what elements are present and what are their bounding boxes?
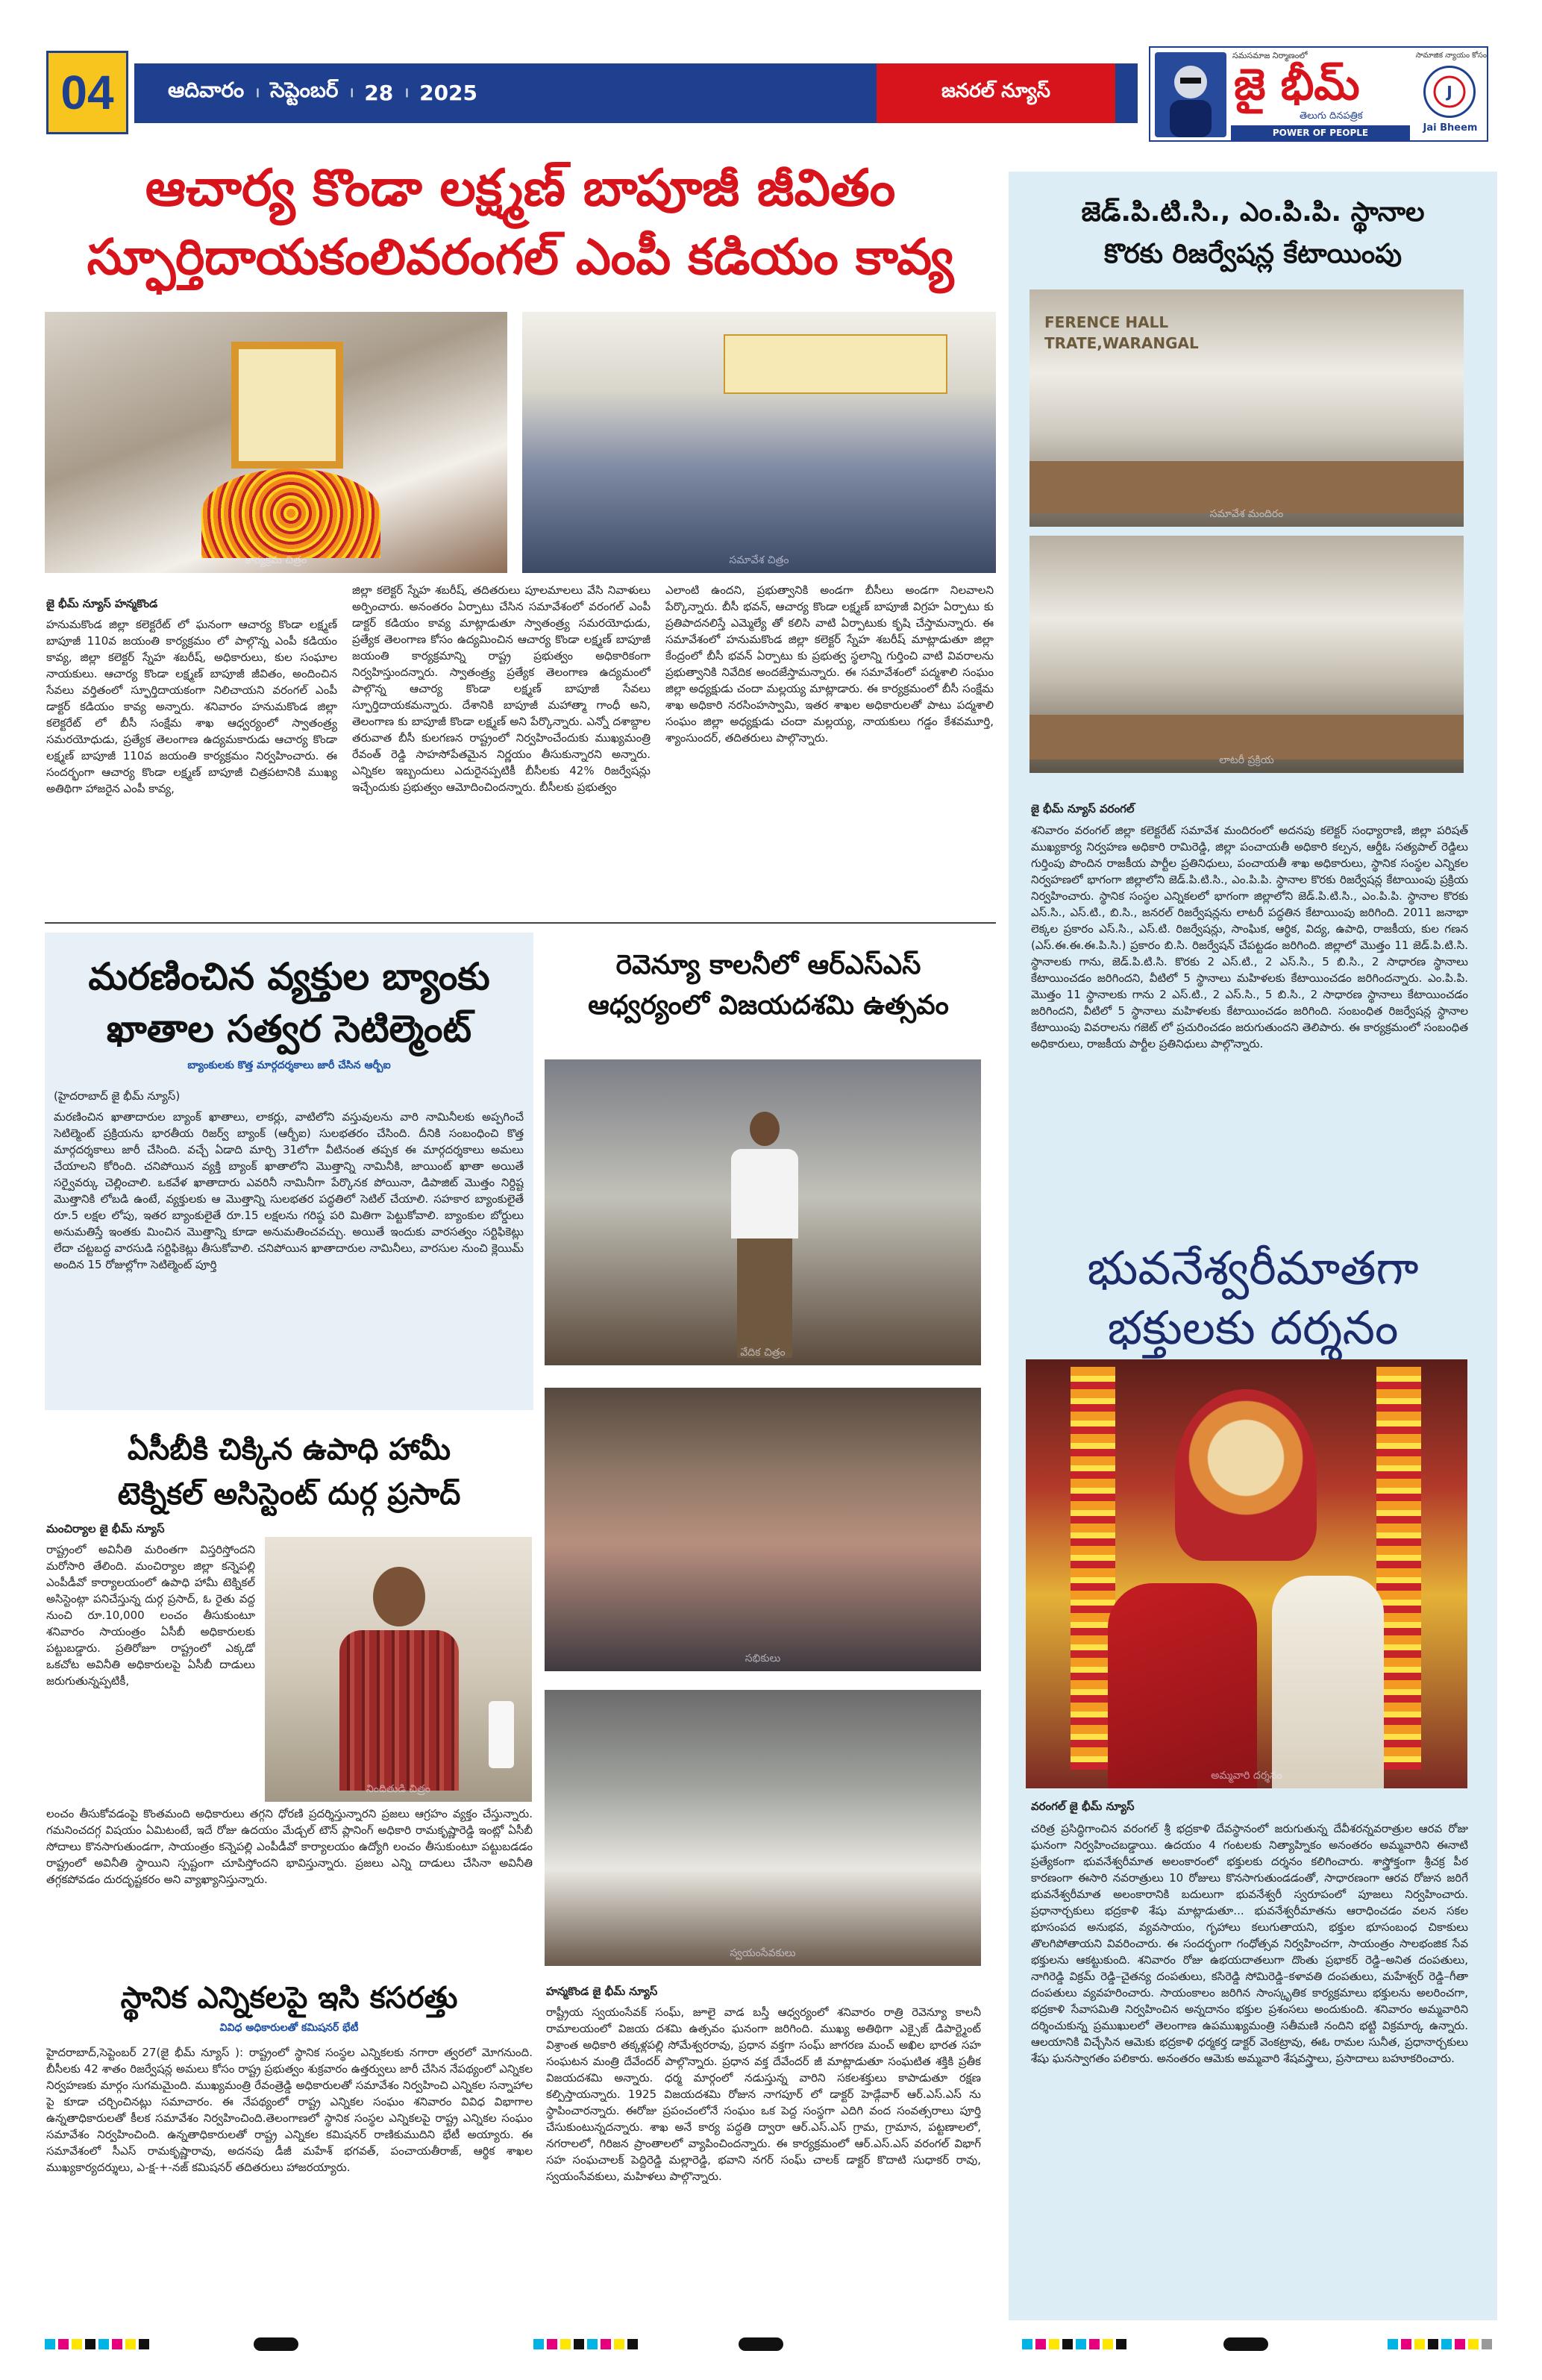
person-silhouette (339, 1567, 459, 1791)
story3-headline-line1: ఏసీబీకి చిక్కిన ఉపాధి హామీ (127, 1432, 451, 1467)
page-number: 04 (60, 66, 114, 119)
conference-table (1029, 461, 1464, 513)
story6-photo-hall (1029, 289, 1464, 527)
date-day: ఆదివారం (168, 78, 245, 102)
logo-title: జై భీమ్ (1234, 59, 1360, 110)
hall-sign: FERENCE HALL TRATE,WARANGAL (1044, 313, 1199, 352)
story5-photo-audience (545, 1388, 981, 1671)
story1-byline: జై భీమ్ న్యూస్ హన్మకొండ (46, 597, 158, 610)
story5-photo-volunteers (545, 1690, 981, 1966)
section-tab (877, 63, 1115, 123)
flower-garland (201, 469, 380, 558)
photo-caption-placeholder: సమావేశ చిత్రం (729, 554, 789, 566)
photo-caption-placeholder: లాటరీ ప్రక్రియ (1219, 754, 1274, 766)
story3-photo-accused (265, 1537, 532, 1802)
story1-col1 (46, 597, 337, 910)
story3-headline-line2: టెక్నికల్ అసిస్టెంట్ దుర్గ ప్రసాద్ (117, 1477, 461, 1512)
svg-text:J: J (1447, 83, 1452, 101)
story2-headline-line2: ఖాతాల సత్వర సెటిల్మెంట్ (106, 1007, 472, 1050)
story3-byline: మంచిర్యాల జై భీమ్ న్యూస్ (46, 1522, 165, 1535)
story5-text: రాష్ట్రీయ స్వయంసేవక్ సంఘ్, జూలై వాడ బస్తీ ఆధ్వర్యంలో శనివారం రాత్రి రెవెన్యూ కాలనీ రామాలయంలో విజయ దశమి ఉత్సవం ఘనంగా జరిగింది. ముఖ్య అతిథిగా ఎక్సైజ్ డిపార్ట్మెంట్ విశ్రాంత అధికారి తక్కళ్లపల్లి సోమేశ్వరరావు, ప్రధాన వక్తగా సంఘ్ జాగరణ మంచ్ అఖిల భారత సహ సంఘటన మంత్రి దేవేందర్ పాల్గొన్నారు. ప్రధాన వక్త దేవేందర్ జీ మాట్లాడుతూ సంఘటిత శక్తికి ప్రతీక విజయదశమి అన్నారు. ధర్మ మార్గంలో నడుస్తున్న వారిని సకలశక్తులు కాపాడుతూ రక్షణ కల్పిస్తాయన్నారు. 1925 విజయదశమి రోజున నాగపూర్ లో డాక్టర్ హెడ్గేవార్ ఆర్.ఎస్.ఎస్ ను స్థాపించారన్నారు. ఈరోజు ప్రపంచంలోనే సంఘం ఒక పెద్ద సంస్థగా ఎదిగి వంద సంవత్సరాలు పూర్తి చేసుకుంటున్నదన్నారు. శాఖ అనే కార్య పద్ధతి ద్వారా ఆర్.ఎస్.ఎస్ గ్రామ, గ్రామాన, పట్టణాలలో, నగరాలలో, గిరిజన ప్రాంతాలలో వ్యాపించిందన్నారు. ఈ కార్యక్రమంలో ఆర్.ఎస్.ఎస్ వరంగల్ విభాగ్ సహ సంఘచాలక్ పెద్దిరెడ్డి మల్లారెడ్డి, భవాని నగర్ సంఘ్ చాలక్ డాక్టర్ కొదాటి సుధాకర్ రావు, స్వయంసేవకులు, మహిళలు పాల్గొన్నారు. (546, 2005, 981, 2183)
logo-right-tag: సామాజిక న్యాయం కోసం (1415, 51, 1487, 60)
story1-headline-line1: ఆచార్య కొండా లక్ష్మణ్ బాపూజీ జీవితం (145, 159, 896, 218)
photo-caption-placeholder: అమ్మవారి దర్శనం (1211, 1770, 1282, 1782)
story6-byline: జై భీమ్ న్యూస్ వరంగల్ (1031, 802, 1135, 815)
story3-text-top: రాష్ట్రంలో అవినీతి మరింతగా విస్తరిస్తోందని మరోసారి తేలింది. మంచిర్యాల జిల్లా కన్నెపల్లి ఎంపీడీవో కార్యాలయంలో ఉపాధి హామీ టెక్నికల్ అసిస్టెంట్గా పనిచేస్తున్న దుర్గ ప్రసాద్, ఓ రైతు వద్ద నుంచి రూ.10,000 లంచం తీసుకుంటూ శనివారం సాయంత్రం ఏసీబీ అధికారులకు పట్టుబడ్డారు. ప్రతిరోజూ రాష్ట్రంలో ఎక్కడో ఒకచోట అవినీతి అధికారులపై ఏసీబీ దాడులు జరుగుతున్నప్పటికీ, (46, 1543, 255, 1688)
story2-subhead: బ్యాంకులకు కొత్త మార్గదర్శకాలు జారీ చేసిన ఆర్బీఐ (187, 1059, 391, 1071)
story4-text: హైదరాబాద్,సెప్టెంబర్ 27(జై భీమ్ న్యూస్ ): రాష్ట్రంలో స్థానిక సంస్థల ఎన్నికలకు నగారా త్వరలో మోగనుంది. బీసీలకు 42 శాతం రిజర్వేషన్ల అమలు కోసం రాష్ట్ర ప్రభుత్వం శుక్రవారం ఉత్తర్వులు జారీ చేసిన నేపథ్యంలో ఎన్నికల నిర్వహణకు మార్గం సుగమమైంది. ముఖ్యమంత్రి రేవంత్రెడ్డి అధికారులతో సమావేశం నిర్వహించి ఎన్నికల సన్నాహాల పై కూడా చర్చించినట్లు సమాచారం. ఈ నేపథ్యంలో రాష్ట్ర ఎన్నికల సంఘం శనివారం వివిధ విభాగాల ఉన్నతాధికారులతో కీలక సమావేశం నిర్వహించింది.తెలంగాణలో స్థానిక సంస్థల ఎన్నికలపై రాష్ట్ర ఎన్నికల సంఘం సమావేశం నిర్వహించింది. ఉన్నతాధికారులతో రాష్ట్ర ఎన్నికల కమిషనర్ రాణికుముదిని భేటీ అయ్యారు. ఈ సమావేశంలో సీఎస్ రామకృష్ణారావు, అదనపు డీజీ మహేశ్ భగవత్, పంచాయతీరాజ్, ఆర్థిక శాఖల ముఖ్యకార్యదర్శులు, ఎ-క్ష-+-నజ్ కమిషనర్ తదితరులు హాజరయ్యారు. (46, 2046, 533, 2174)
story3-text-bottom: లంచం తీసుకోవడంపై కొంతమంది అధికారులు తగ్గని ధోరణి ప్రదర్శిస్తున్నారని ప్రజలు ఆగ్రహం వ్యక్తం చేస్తున్నారు. గమనించదగ్గ విషయం ఏమిటంటే, ఇదే రోజు ఉదయం మేడ్చల్ టౌన్ ప్లానింగ్ అధికారి రామకృష్ణారెడ్డి ఇంట్లో ఏసీబీ సోదాలు కొనసాగుతుండగా, సాయంత్రం కన్నెపల్లి ఎంపీడీవో కార్యాలయం ఉద్యోగి లంచం తీసుకుంటూ పట్టుబడడం రాష్ట్రంలో అవినీతి స్థాయిని స్పష్టంగా చూపిస్తోందని భావిస్తున్నారు. ప్రజలు ఎన్ని దాడులు చేసినా అవినీతి తగ్గకపోవడం దురదృష్టకరం అని వ్యాఖ్యానిస్తున్నారు. (46, 1807, 533, 1886)
story5-headline-line2: ఆధ్వర్యంలో విజయదశమి ఉత్సవం (588, 990, 949, 1021)
story6-text: శనివారం వరంగల్ జిల్లా కలెక్టరేట్ సమావేశ మందిరంలో అదనపు కలెక్టర్ సంధ్యారాణి, జిల్లా పరిషత్ ముఖ్యకార్య నిర్వహణ అధికారి రామిరెడ్డి, జిల్లా పంచాయతీ అధికారి కల్పన, ఆర్డీఓ సత్యపాల్ రెడ్డిలు గుర్తింపు పొందిన రాజకీయ పార్టీల ప్రతినిధులు, పంచాయతీ శాఖ అధికారులు, స్థానిక సంస్థల ఎన్నికల నిర్వహణలో భాగంగా జిల్లాలోని జెడ్.పి.టి.సి., ఎం.పి.పి. స్థానాల కొరకు రిజర్వేషన్ల కేటాయింపు ప్రక్రియ నిర్వహించారు. స్థానిక సంస్థల ఎన్నికలలో భాగంగా జిల్లాలోని జెడ్.పి.టి.సి., ఎం.పి.పి. స్థానాల కొరకు ఎస్.సి., ఎస్.టి., బి.సి., జనరల్ రిజర్వేషన్లను లాటరీ పద్ధతిన కేటాయింపు జరిగింది. 2011 జనాభా లెక్కల ప్రకారం ఎస్.సి., ఎస్.టి. రిజర్వేషన్లు, సాంఘిక, ఆర్థిక, విద్య, ఉపాధి, రాజకీయ, కుల గణన (ఎస్.ఈ.ఈ.ఈ.పి.సి.) ప్రకారం బి.సి. రిజర్వేషన్ చేపట్టడం జరిగింది. జిల్లాలో మొత్తం 11 జెడ్.పి.టి.సి. స్థానాలకు గాను, జెడ్.పి.టి.సి. కొరకు 2 ఎస్.టి., 2 ఎస్.సి., 5 బి.సి., 2 సాధారణ స్థానాలు కేటాయించడం జరిగిందని, వీటిలో 5 స్థానాలు మహిళలకు కేటాయించడం జరిగిందన్నారు. ఎం.పి.పి. మొత్తం 11 స్థానాలకు గాను 2 ఎస్.టి., 2 ఎస్.సి., 5 బి.సి., 2 సాధారణ స్థానాలు కేటాయించడం జరిగిందని, వీటిలో 5 స్థానాలు మహిళలకు కేటాయించడం జరిగింది. సంబంధిత రిజర్వేషన్ల స్థానాల కేటాయింపు వివరాలను గజెట్ లో ప్రచురించడం జరుగుతుందని తెలిపారు. ఈ కార్యక్రమంలో సంబంధిత అధికారులు, రాజకీయ పార్టీల ప్రతినిధులు పాల్గొన్నారు. (1031, 824, 1468, 1050)
story5-byline: హన్మకొండ జై భీమ్ న్యూస్ (546, 1985, 658, 1998)
photo-caption-placeholder: స్వయంసేవకులు (730, 1947, 796, 1959)
registration-bar-far-right (1388, 2339, 1495, 2349)
divider (45, 922, 996, 924)
date-month: సెప్టెంబర్ (270, 78, 339, 102)
logo-sub: తెలుగు దినపత్రిక (1300, 110, 1363, 122)
page-number-box (46, 51, 128, 134)
registration-bar-right (1022, 2339, 1129, 2349)
devotee-saree (1108, 1583, 1257, 1788)
registration-dash (739, 2337, 783, 2354)
date-year: 2025 (419, 80, 478, 105)
portrait-frame (231, 342, 343, 469)
ambedkar-portrait-icon (1155, 52, 1226, 137)
story7-headline-line1: భువనేశ్వరీమాతగా (1087, 1241, 1419, 1295)
deity-idol (1175, 1389, 1317, 1561)
story6-photo-lottery (1029, 536, 1464, 773)
registration-dash (1223, 2337, 1268, 2354)
registration-bar-mid (533, 2339, 641, 2349)
registration-dash (254, 2337, 298, 2354)
story4-headline: స్థానిక ఎన్నికలపై ఇసి కసరత్తు (120, 1981, 458, 2015)
story5-photo-stage (545, 1059, 981, 1365)
conference-table (1029, 715, 1464, 760)
bottle (489, 1701, 514, 1768)
logo-top-tag: సమసమాజ నిర్మాణంలో (1232, 51, 1308, 60)
date-num: 28 (364, 80, 394, 105)
jai-bheem-badge (1423, 66, 1476, 118)
section-label: జనరల్ న్యూస్ (941, 80, 1050, 102)
story1-col1-text: హనుమకొండ జిల్లా కలెక్టరేట్ లో ఘనంగా ఆచార్య కొండా లక్ష్మణ్ బాపూజీ 110వ జయంతి కార్యక్రమం లో పాల్గొన్న ఎంపీ కడియం కావ్య, జిల్లా కలెక్టర్ స్నేహ శబరీష్, అధికారులు, కుల సంఘాల నాయకులు. ఆచార్య కొండా లక్ష్మణ్ బాపూజీ జీవితం, అందించిన సేవలు వర్తితంలో స్ఫూర్తిదాయకంగా నిలిచాయని వరంగల్ ఎంపీ డాక్టర్ కడియం కావ్య అన్నారు. శనివారం హనుమకొండ జిల్లా కలెక్టరేట్ లో బీసీ సంక్షేమ శాఖ ఆధ్వర్యంలో స్వాతంత్ర్య సమరయోధుడు, ప్రత్యేక తెలంగాణ ఉద్యమకారుడు ఆచార్య కొండా లక్ష్మణ్ బాపూజీ 110వ జయంతి కార్యక్రమం నిర్వహించారు. ఈ సందర్భంగా ఆచార్య కొండా లక్ష్మణ్ బాపూజీ చిత్రపటానికి ముఖ్య అతిథిగా హాజరైన ఎంపీ కావ్య, (46, 618, 337, 795)
story4-subhead: వివిధ అధికారులతో కమిషనర్ భేటీ (219, 2022, 359, 2034)
logo-block (1149, 46, 1488, 142)
story1-photo-meeting (522, 312, 996, 573)
date-sep: । (404, 85, 410, 101)
story2-headline-line1: మరణించిన వ్యక్తుల బ్యాంకు (88, 955, 490, 998)
date-sep: । (254, 85, 260, 101)
priest (1272, 1576, 1384, 1788)
photo-caption-placeholder: కార్యక్రమ చిత్రం (245, 554, 307, 566)
speaker (731, 1112, 798, 1358)
story6-headline-line2: కొరకు రిజర్వేషన్ల కేటాయింపు (1103, 239, 1402, 269)
story2-text: మరణించిన ఖాతాదారుల బ్యాంక్ ఖాతాలు, లాకర్లు, వాటిలోని వస్తువులను వారి నామినీలకు అప్పగించే సెటిల్మెంట్ ప్రక్రియను భారతీయ రిజర్వ్ బ్యాంక్ (ఆర్బీఐ) సులభతరం చేసింది. దీనికి సంబంధించి కొత్త మార్గదర్శకాలు జారీ చేసింది. వచ్చే ఏడాది మార్చి 31లోగా వీటినంత తప్పక ఈ మార్గదర్శకాలు అమలు చేయాలని కోరింది. చనిపోయిన వ్యక్తి బ్యాంక్ ఖాతాలోని మొత్తాన్ని నామినీకి, జాయింట్ ఖాతా అయితే సర్వైవర్కు చెల్లించాలి. ఒకవేళ ఖాతాదారు ఎవరినీ నామినీగా పేర్కొనక పోయినా, డిపాజిట్ మొత్తం నిర్దిష్ట మొత్తానికి లోబడి ఉంటే, వ్యక్తులకు ఆ మొత్తాన్ని సులభతర పద్ధతిలో సెటిల్ చేయాలి. సహకార బ్యాంకులైతే రూ.5 లక్షల లోపు, ఇతర బ్యాంకులైతే రూ.15 లక్షలను గరిష్ఠ పరి మితిగా పెట్టుకోవాలి. బ్యాంకుల బోర్డులు అనుమతిస్తే ఇంతకు మించిన మొత్తాన్ని కూడా అనుమతించవచ్చు. అయితే ఇందుకు వారసత్వం సర్టిఫికెట్లు లేదా చట్టబద్ధ వారసుడి సర్టిఫికెట్లు తీసుకోవాలి. చనిపోయిన ఖాతాదారుల నామినీలు, వారసుల నుంచి క్లెయిమ్ అందిన 15 రోజుల్లోగా సెటిల్మెంట్ పూర్తి (54, 1110, 524, 1271)
story2-byline: (హైదరాబాద్ జై భీమ్ న్యూస్) (54, 1089, 181, 1103)
story1-photo-tribute (45, 312, 507, 573)
photo-caption-placeholder: సమావేశ మందిరం (1209, 508, 1284, 520)
photo-caption-placeholder: నిందితుడి చిత్రం (366, 1783, 431, 1795)
photo-caption-placeholder: వేదిక చిత్రం (740, 1347, 786, 1359)
logo-badge-text: Jai Bheem (1423, 122, 1478, 134)
registration-bar-left (45, 2339, 152, 2349)
story1-col3-text: ఎలాంటి ఉందని, ప్రభుత్వానికి అండగా బీసీలు అండగా నిలవాలని పేర్కొన్నారు. బీసీ భవన్, ఆచార్య కొండా లక్ష్మణ్ బాపూజీ విగ్రహ ఏర్పాటు కు ప్రతిపాదనలిస్తే ఎమ్మెల్యే తో కలిసి వాటి ఏర్పాటుకు కృషి చేస్తామన్నారు. ఈ సమావేశంలో హనుమకొండ జిల్లా కలెక్టర్ స్నేహ శబరీష్ మాట్లాడుతూ జిల్లా కేంద్రంలో బీసీ భవన్ ఏర్పాటు కు ప్రభుత్వ స్థలాన్ని గుర్తించి వాటి వివరాలను ప్రభుత్వానికి నివేదిక అందజేస్తామన్నారు. ఈ సమావేశంలో పద్మశాలి సంఘం జిల్లా అధ్యక్షుడు చందా మల్లయ్య మాట్లాడారు. ఈ కార్యక్రమంలో బీసీ సంక్షేమ శాఖ అధికారి నరసింహస్వామి, ఇతర శాఖల అధికారులతో పాటు పద్మశాలి సంఘం జిల్లా అధ్యక్షుడు చందా మల్లయ్య, నాయకులు గడ్డం కేశవమూర్తి, శ్యాంసుందర్, తదితరులు పాల్గొన్నారు. (665, 583, 994, 745)
story7-byline: వరంగల్ జై భీమ్ న్యూస్ (1031, 1800, 1135, 1813)
date-sep: । (348, 85, 354, 101)
story7-headline-line2: భక్తులకు దర్శనం (1107, 1300, 1399, 1355)
story1-headline-line2: స్ఫూర్తిదాయకంలివరంగల్ ఎంపీ కడియం కావ్య (87, 228, 954, 286)
story1-col2-text: జిల్లా కలెక్టర్ స్నేహ శబరీష్, తదితరులు పూలమాలలు వేసి నివాళులు అర్పించారు. అనంతరం ఏర్పాటు చేసిన సమావేశంలో వరంగల్ ఎంపీ డాక్టర్ కడియం కావ్య మాట్లాడుతూ స్వాతంత్ర్య సమరయోధుడు, ప్రత్యేక తెలంగాణ కోసం ఉద్యమించిన ఆచార్య కొండా లక్ష్మణ్ బాపూజీ జయంతి కార్యక్రమాన్ని రాష్ట్ర ప్రభుత్వం అధికారికంగా నిర్వహిస్తుందన్నారు. స్వాతంత్ర్య ప్రత్యేక తెలంగాణ ఉద్యమంలో పాల్గొన్న ఆచార్య కొండా లక్ష్మణ్ బాపూజీ సేవలు స్ఫూర్తిదాయకమన్నారు. దేశానికి బాపూజీ మహాత్మా గాంధీ అని, తెలంగాణ కు బాపూజీ కొండా లక్ష్మణ్ అని పేర్కొన్నారు. ఎన్నో దశాబ్దాల తరువాత బీసీ కులగణన రాష్ట్రంలో నిర్వహించేందుకు ముఖ్యమంత్రి రేవంత్ రెడ్డి సాహసోపేతమైన నిర్ణయం తీసుకున్నారని అన్నారు. ఎన్నికల ఇబ్బందులు ఎదురైనప్పటికీ బీసీలకు 42% రిజర్వేషన్లు ఇచ్చేందుకు ప్రభుత్వం ఆమోదించిందన్నారు. బీసీలకు ప్రభుత్వం (352, 583, 651, 794)
story7-photo-temple (1026, 1359, 1467, 1788)
date-line (168, 78, 477, 107)
story6-headline-line1: జెడ్.పి.టి.సి., ఎం.పి.పి. స్థానాల (1081, 197, 1425, 228)
logo-tagline-bar: POWER OF PEOPLE (1231, 125, 1410, 140)
photo-caption-placeholder: సభికులు (745, 1653, 781, 1665)
banner (724, 334, 947, 394)
story5-headline-line1: రెవెన్యూ కాలనీలో ఆర్ఎస్ఎస్ (615, 950, 921, 980)
story7-text: చరిత్ర ప్రసిద్ధిగాంచిన వరంగల్ శ్రీ భద్రకాళి దేవస్థానంలో జరుగుతున్న దేవీశరన్నవరాత్రుల ఆరవ రోజు ఘనంగా నిర్వహించబడ్డాయి. ఉదయం 4 గంటలకు నిత్యాహ్నికం అనంతరం అమ్మవారిని ఈనాటి ప్రత్యేకంగా భువనేశ్వరీమాత అలంకారంలో భక్తులకు దర్శనం కలిగించారు. శాస్త్రోక్తంగా శ్రీచక్ర పీఠ కారణంగా ఈసారి నవరాత్రులు 10 రోజులు కొనసాగుతుండడంతో, సాధారణంగా ఆరవ రోజున జరిగే భువనేశ్వరీమాత అలంకారానికి బదులుగా భువనేశ్వరీ స్వరూపంలో పూజలు నిర్వహించారు. ప్రధానార్చకులు భద్రకాళి శేషు మాట్లాడుతూ... భువనేశ్వరీమాతను ఆరాధించడం వలన సకల భూసంపద అనుభవ, వ్యవసాయం, గృహాలు కలుగుతాయని, భక్తుల భూసంబంధ చికాకులు తొలగిపోతాయని వివరించారు. ఈ సందర్భంగా గంధోత్సవ నిర్వహించగా, సాయంత్రం సాలభంజిక సేవ భక్తులను ఆకట్టుకుంది. శనివారం రోజు ఉభయదాతలుగా దొంతు ప్రభాకర్ రెడ్డి–అనిత దంపతులు, నాగిరెడ్డి విక్రమ్ రెడ్డి–చైతన్య దంపతులు, కసిరెడ్డి సోమిరెడ్డి–కళావతి దంపతులు, మహేశ్వర్ రెడ్డి–గీతా దంపతులు వ్యవహరించారు. సాయంకాలం జరిగిన సాంస్కృతిక కార్యక్రమాలు భక్తులను అలరించగా, భద్రకాళి సేవాసమితి నిర్వహించిన అన్నదానం భక్తుల ప్రశంసలు అందుకుంది. శనివారం అమ్మవారిని దర్శించుకున్న ప్రముఖులలో తెలంగాణ ఉపముఖ్యమంత్రి సతీమణి నందిని భట్టి విక్రమార్క ఉన్నారు. ఆలయానికి విచ్చేసిన ఆమెకు భద్రకాళి ధర్మకర్త డాక్టర్ వెంకట్రావు, ఈఓ రామల సునీత, ప్రధానార్చకులు శేషు ఘనస్వాగతం పలికారు. అనంతరం ఆమెకు అమ్మవారి శేషవస్త్రాలు, ప్రసాదాలు బహూకరించారు. (1031, 1822, 1468, 2065)
masthead (0, 0, 1542, 149)
story2-body (54, 1089, 524, 1403)
